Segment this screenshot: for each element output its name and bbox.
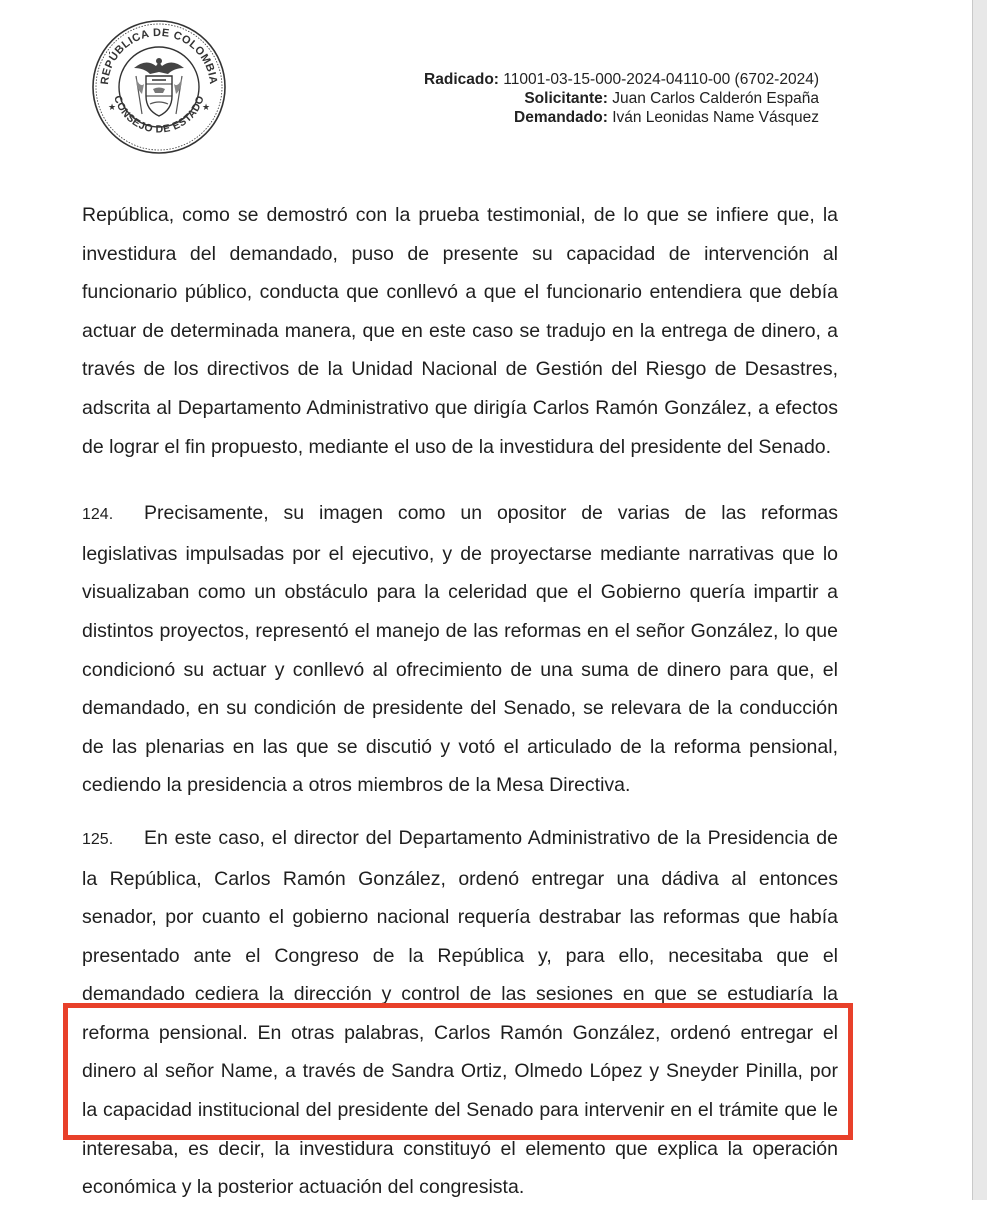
paragraph-124 <box>82 494 838 805</box>
document-body <box>82 196 838 1207</box>
paragraph-125 <box>82 819 838 1207</box>
paragraph-number: 125. <box>82 830 114 848</box>
paragraph-number: 124. <box>82 506 114 524</box>
solicitante-label: Solicitante: <box>524 90 608 107</box>
document-header-info <box>424 70 819 127</box>
demandado-value: Iván Leonidas Name Vásquez <box>612 109 819 126</box>
paragraph-text: República, como se demostró con la prueba testimonial, de lo que se infiere que, la investidura del demandado, puso de presente su capacidad de intervención al funcionario público, conducta que conllevó a que el funcionario entendiera que debía actuar de determinada manera, que en este caso se tradujo en la entrega de dinero, a través de los directivos de la Unidad Nacional de Gestión del Riesgo de Desastres, adscrita al Departamento Administrativo que dirigía Carlos Ramón González, a efectos de lograr el fin propuesto, mediante el uso de la investidura del presidente del Senado. <box>82 204 838 458</box>
svg-text:★: ★ <box>108 103 117 113</box>
paragraph-continuation <box>82 196 838 466</box>
page-edge <box>972 0 987 1200</box>
radicado-label: Radicado: <box>424 71 499 88</box>
solicitante-line <box>424 89 819 108</box>
seal-outer-text: REPÚBLICA DE COLOMBIA <box>98 26 220 86</box>
svg-text:★: ★ <box>202 103 211 113</box>
paragraph-text: Precisamente, su imagen como un opositor de varias de las reformas legislativas impulsadas por el ejecutivo, y de proyectarse mediante narrativas que lo visualizaban como un obstáculo para la celeridad que el Gobierno quería impartir a distintos proyectos, representó el manejo de las reformas en el señor González, lo que condicionó su actuar y conllevó al ofrecimiento de una suma de dinero para que, el demandado, en su condición de presidente del Senado, se relevara de la conducción de las plenarias en las que se discutió y votó el articulado de la reforma pensional, cediendo la presidencia a otros miembros de la Mesa Directiva. <box>82 502 838 797</box>
consejo-de-estado-seal <box>90 18 228 156</box>
radicado-value: 11001-03-15-000-2024-04110-00 (6702-2024) <box>503 71 819 88</box>
demandado-line <box>424 108 819 127</box>
radicado-line <box>424 70 819 89</box>
demandado-label: Demandado: <box>514 109 608 126</box>
paragraph-text: En este caso, el director del Departamento Administrativo de la Presidencia de la República, Carlos Ramón González, ordenó entregar una dádiva al entonces senador, por cuanto el gobierno nacional requería destrabar las reformas que había presentado ante el Congreso de la República y, para ello, necesitaba que el demandado cediera la dirección y control de las sesiones en que se estudiaría la reforma pensional. En otras palabras, Carlos Ramón González, ordenó entregar el dinero al señor Name, a través de Sandra Ortiz, Olmedo López y Sneyder Pinilla, por la capacidad institucional del presidente del Senado para intervenir en el trámite que le interesaba, es decir, la investidura constituyó el elemento que explica la operación económica y la posterior actuación del congresista. <box>82 826 838 1199</box>
solicitante-value: Juan Carlos Calderón España <box>612 90 819 107</box>
seal-inner-text: CONSEJO DE ESTADO <box>111 94 207 136</box>
